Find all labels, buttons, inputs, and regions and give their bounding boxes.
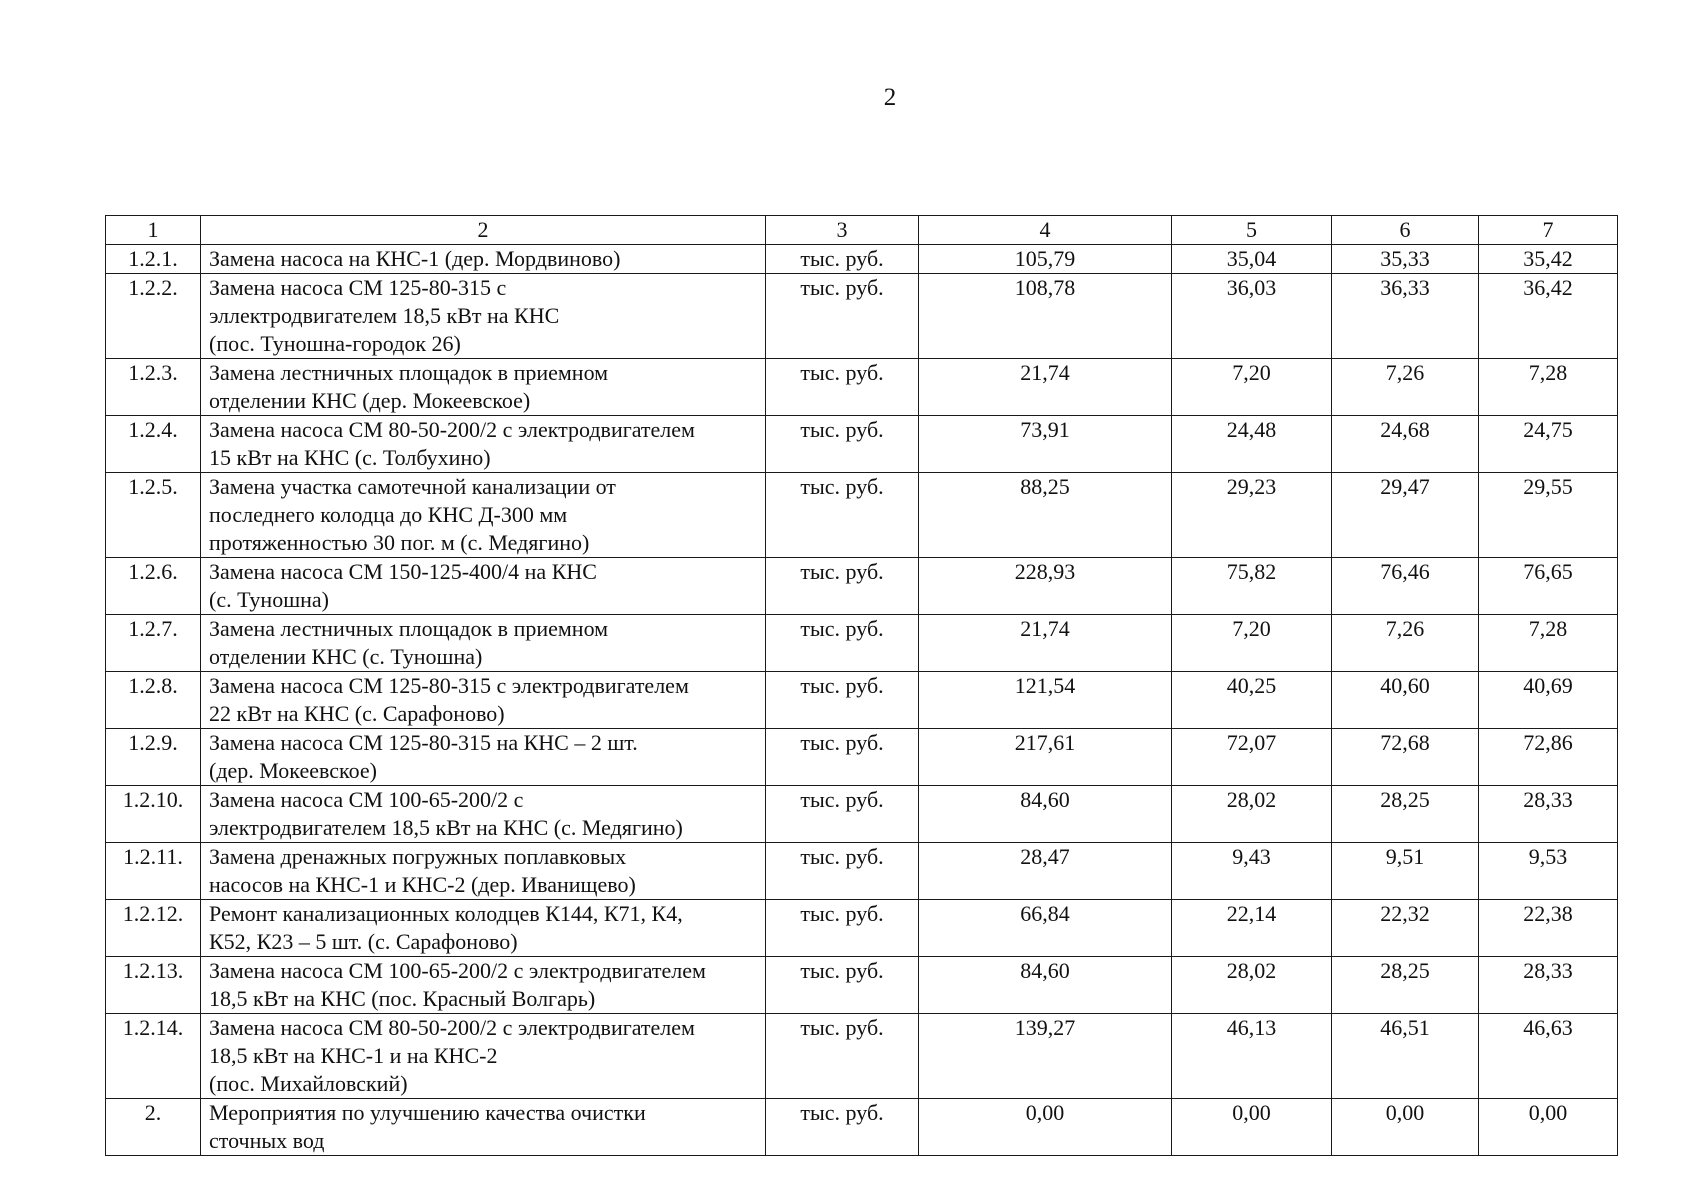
- row-unit-cell: тыс. руб.: [766, 1099, 919, 1156]
- table-header-row: [106, 216, 1618, 245]
- row-value-col7: 36,42: [1479, 274, 1618, 359]
- row-unit-cell: тыс. руб.: [766, 786, 919, 843]
- row-value-col5: 72,07: [1172, 729, 1332, 786]
- row-number-cell: 1.2.2.: [106, 274, 201, 359]
- description-line: Замена лестничных площадок в приемном: [209, 360, 609, 385]
- row-value-col7: 28,33: [1479, 786, 1618, 843]
- row-number-cell: 1.2.12.: [106, 900, 201, 957]
- row-description-cell: [201, 843, 766, 900]
- description-line: последнего колодца до КНС Д-300 мм: [209, 502, 568, 527]
- row-value-col6: 76,46: [1332, 558, 1479, 615]
- table-row: [106, 900, 1618, 957]
- table-row: [106, 473, 1618, 558]
- table-row: [106, 416, 1618, 473]
- row-number-cell: 1.2.11.: [106, 843, 201, 900]
- row-value-col6: 28,25: [1332, 786, 1479, 843]
- row-value-col6: 0,00: [1332, 1099, 1479, 1156]
- description-line: насосов на КНС-1 и КНС-2 (дер. Иванищево): [209, 872, 636, 897]
- description-line: эллектродвигателем 18,5 кВт на КНС: [209, 303, 560, 328]
- row-number-cell: 1.2.10.: [106, 786, 201, 843]
- description-line: Мероприятия по улучшению качества очистки: [209, 1100, 646, 1125]
- row-number-cell: 1.2.6.: [106, 558, 201, 615]
- row-value-col4: 21,74: [919, 615, 1172, 672]
- row-description-cell: [201, 786, 766, 843]
- table-row: [106, 843, 1618, 900]
- row-number-cell: 1.2.7.: [106, 615, 201, 672]
- budget-table: [105, 215, 1618, 1156]
- table-body: [106, 216, 1618, 1156]
- description-line: сточных вод: [209, 1128, 325, 1153]
- row-unit-cell: тыс. руб.: [766, 558, 919, 615]
- row-value-col7: 7,28: [1479, 359, 1618, 416]
- row-value-col5: 7,20: [1172, 359, 1332, 416]
- row-unit-cell: тыс. руб.: [766, 900, 919, 957]
- table-row: [106, 615, 1618, 672]
- row-number-cell: 1.2.14.: [106, 1014, 201, 1099]
- row-value-col4: 66,84: [919, 900, 1172, 957]
- row-description-cell: [201, 274, 766, 359]
- row-description-cell: [201, 1099, 766, 1156]
- row-number-cell: 1.2.1.: [106, 245, 201, 274]
- row-value-col7: 28,33: [1479, 957, 1618, 1014]
- row-value-col5: 46,13: [1172, 1014, 1332, 1099]
- description-line: 18,5 кВт на КНС-1 и на КНС-2: [209, 1043, 498, 1068]
- table-row: [106, 672, 1618, 729]
- row-description-cell: [201, 672, 766, 729]
- row-value-col5: 75,82: [1172, 558, 1332, 615]
- description-line: 22 кВт на КНС (с. Сарафоново): [209, 701, 505, 726]
- row-value-col7: 76,65: [1479, 558, 1618, 615]
- header-cell-6: 6: [1332, 216, 1479, 245]
- description-line: Замена насоса СМ 125-80-315 с: [209, 275, 507, 300]
- row-unit-cell: тыс. руб.: [766, 729, 919, 786]
- description-line: К52, К23 – 5 шт. (с. Сарафоново): [209, 929, 518, 954]
- row-value-col5: 29,23: [1172, 473, 1332, 558]
- description-line: Замена насоса СМ 125-80-315 с электродвигателем: [209, 673, 689, 698]
- row-number-cell: 1.2.13.: [106, 957, 201, 1014]
- row-value-col5: 0,00: [1172, 1099, 1332, 1156]
- description-line: Замена насоса на КНС-1 (дер. Мордвиново): [209, 246, 621, 271]
- row-value-col7: 22,38: [1479, 900, 1618, 957]
- row-value-col5: 22,14: [1172, 900, 1332, 957]
- row-value-col6: 46,51: [1332, 1014, 1479, 1099]
- row-value-col6: 72,68: [1332, 729, 1479, 786]
- table-row: [106, 729, 1618, 786]
- row-value-col4: 139,27: [919, 1014, 1172, 1099]
- header-cell-3: 3: [766, 216, 919, 245]
- row-value-col7: 7,28: [1479, 615, 1618, 672]
- row-value-col4: 88,25: [919, 473, 1172, 558]
- description-line: электродвигателем 18,5 кВт на КНС (с. Медягино): [209, 815, 683, 840]
- description-line: Замена насоса СМ 150-125-400/4 на КНС: [209, 559, 597, 584]
- header-cell-7: 7: [1479, 216, 1618, 245]
- header-cell-1: 1: [106, 216, 201, 245]
- row-unit-cell: тыс. руб.: [766, 615, 919, 672]
- row-value-col4: 0,00: [919, 1099, 1172, 1156]
- description-line: Замена насоса СМ 100-65-200/2 с электродвигателем: [209, 958, 706, 983]
- row-value-col6: 40,60: [1332, 672, 1479, 729]
- row-unit-cell: тыс. руб.: [766, 672, 919, 729]
- row-description-cell: [201, 473, 766, 558]
- row-number-cell: 1.2.5.: [106, 473, 201, 558]
- row-number-cell: 1.2.3.: [106, 359, 201, 416]
- page-number: 2: [883, 84, 897, 111]
- row-unit-cell: тыс. руб.: [766, 1014, 919, 1099]
- row-description-cell: [201, 615, 766, 672]
- row-value-col5: 36,03: [1172, 274, 1332, 359]
- row-value-col4: 84,60: [919, 957, 1172, 1014]
- row-number-cell: 1.2.9.: [106, 729, 201, 786]
- row-number-cell: 1.2.8.: [106, 672, 201, 729]
- row-description-cell: [201, 900, 766, 957]
- row-value-col6: 35,33: [1332, 245, 1479, 274]
- description-line: (с. Туношна): [209, 587, 330, 612]
- row-description-cell: [201, 957, 766, 1014]
- row-unit-cell: тыс. руб.: [766, 957, 919, 1014]
- table-row: [106, 786, 1618, 843]
- row-value-col5: 40,25: [1172, 672, 1332, 729]
- row-value-col7: 24,75: [1479, 416, 1618, 473]
- row-value-col6: 36,33: [1332, 274, 1479, 359]
- row-description-cell: [201, 729, 766, 786]
- row-value-col6: 7,26: [1332, 615, 1479, 672]
- description-line: Замена насоса СМ 125-80-315 на КНС – 2 шт.: [209, 730, 638, 755]
- row-value-col7: 35,42: [1479, 245, 1618, 274]
- row-number-cell: 1.2.4.: [106, 416, 201, 473]
- description-line: Замена участка самотечной канализации от: [209, 474, 616, 499]
- row-description-cell: [201, 359, 766, 416]
- row-value-col5: 35,04: [1172, 245, 1332, 274]
- description-line: (дер. Мокеевское): [209, 758, 377, 783]
- row-value-col4: 73,91: [919, 416, 1172, 473]
- description-line: 15 кВт на КНС (с. Толбухино): [209, 445, 491, 470]
- description-line: отделении КНС (с. Туношна): [209, 644, 483, 669]
- row-unit-cell: тыс. руб.: [766, 245, 919, 274]
- row-value-col4: 228,93: [919, 558, 1172, 615]
- row-description-cell: [201, 558, 766, 615]
- row-value-col7: 72,86: [1479, 729, 1618, 786]
- row-value-col6: 28,25: [1332, 957, 1479, 1014]
- row-value-col5: 9,43: [1172, 843, 1332, 900]
- table-row: [106, 558, 1618, 615]
- row-description-cell: [201, 416, 766, 473]
- row-value-col7: 40,69: [1479, 672, 1618, 729]
- row-value-col4: 108,78: [919, 274, 1172, 359]
- row-value-col6: 7,26: [1332, 359, 1479, 416]
- description-line: (пос. Михайловский): [209, 1071, 408, 1096]
- row-value-col5: 28,02: [1172, 957, 1332, 1014]
- row-value-col7: 46,63: [1479, 1014, 1618, 1099]
- row-value-col7: 0,00: [1479, 1099, 1618, 1156]
- row-value-col4: 28,47: [919, 843, 1172, 900]
- row-value-col6: 9,51: [1332, 843, 1479, 900]
- description-line: Замена лестничных площадок в приемном: [209, 616, 609, 641]
- description-line: Замена насоса СМ 100-65-200/2 с: [209, 787, 524, 812]
- header-cell-5: 5: [1172, 216, 1332, 245]
- row-value-col4: 84,60: [919, 786, 1172, 843]
- row-unit-cell: тыс. руб.: [766, 473, 919, 558]
- row-value-col7: 9,53: [1479, 843, 1618, 900]
- row-unit-cell: тыс. руб.: [766, 359, 919, 416]
- row-value-col6: 24,68: [1332, 416, 1479, 473]
- table-row: [106, 274, 1618, 359]
- row-value-col4: 217,61: [919, 729, 1172, 786]
- table-row: [106, 1099, 1618, 1156]
- description-line: Замена дренажных погружных поплавковых: [209, 844, 627, 869]
- row-value-col4: 105,79: [919, 245, 1172, 274]
- table-row: [106, 245, 1618, 274]
- description-line: Замена насоса СМ 80-50-200/2 с электродвигателем: [209, 1015, 695, 1040]
- row-value-col5: 24,48: [1172, 416, 1332, 473]
- row-unit-cell: тыс. руб.: [766, 843, 919, 900]
- row-value-col6: 29,47: [1332, 473, 1479, 558]
- row-value-col4: 121,54: [919, 672, 1172, 729]
- table-row: [106, 1014, 1618, 1099]
- description-line: протяженностью 30 пог. м (с. Медягино): [209, 530, 590, 555]
- header-cell-2: 2: [201, 216, 766, 245]
- description-line: отделении КНС (дер. Мокеевское): [209, 388, 531, 413]
- table-row: [106, 957, 1618, 1014]
- row-value-col5: 7,20: [1172, 615, 1332, 672]
- row-value-col4: 21,74: [919, 359, 1172, 416]
- description-line: (пос. Туношна-городок 26): [209, 331, 461, 356]
- table-row: [106, 359, 1618, 416]
- row-unit-cell: тыс. руб.: [766, 416, 919, 473]
- row-number-cell: 2.: [106, 1099, 201, 1156]
- description-line: Ремонт канализационных колодцев К144, К71, К4,: [209, 901, 683, 926]
- row-unit-cell: тыс. руб.: [766, 274, 919, 359]
- description-line: 18,5 кВт на КНС (пос. Красный Волгарь): [209, 986, 596, 1011]
- row-value-col7: 29,55: [1479, 473, 1618, 558]
- header-cell-4: 4: [919, 216, 1172, 245]
- description-line: Замена насоса СМ 80-50-200/2 с электродвигателем: [209, 417, 695, 442]
- row-value-col6: 22,32: [1332, 900, 1479, 957]
- row-description-cell: [201, 245, 766, 274]
- row-description-cell: [201, 1014, 766, 1099]
- row-value-col5: 28,02: [1172, 786, 1332, 843]
